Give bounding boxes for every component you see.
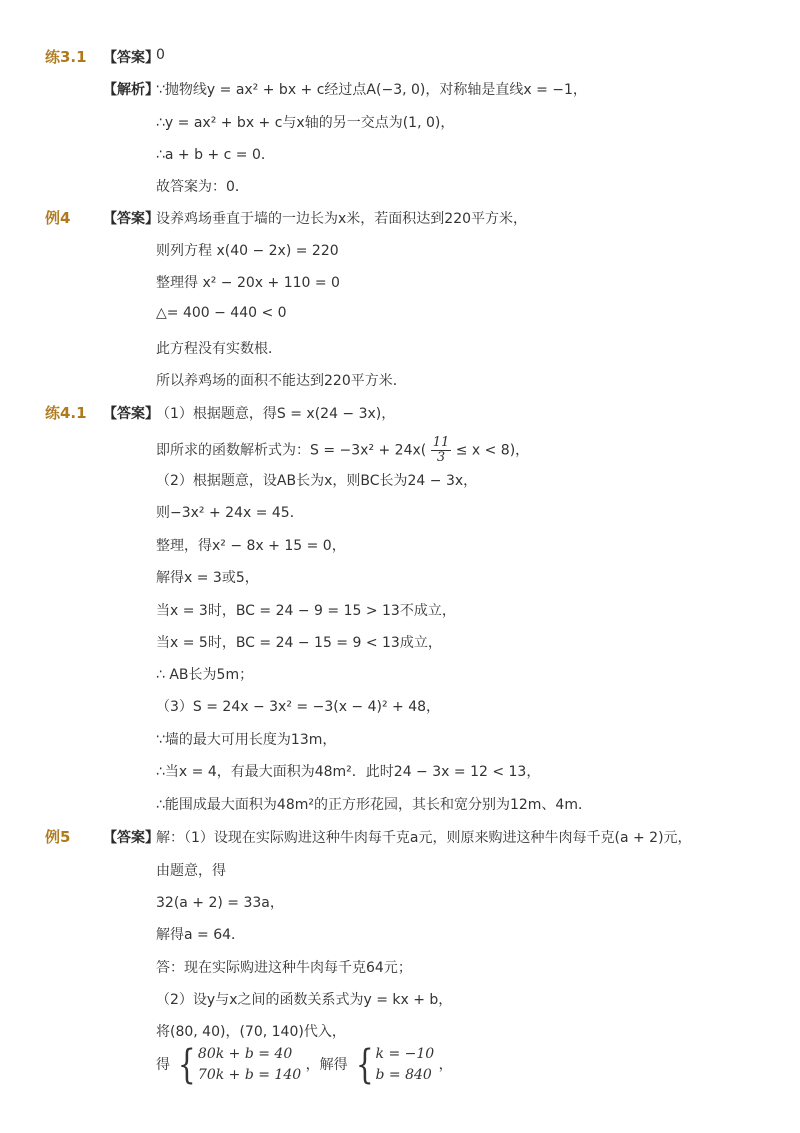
exercise-tag: 练4.1 bbox=[45, 404, 87, 422]
answer-line: 设养鸡场垂直于墙的一边长为x米，若面积达到220平方米， bbox=[156, 211, 528, 227]
answer-line: 则列方程 x(40 − 2x) = 220 bbox=[156, 243, 339, 259]
exercise-tag: 练3.1 bbox=[45, 48, 87, 66]
left-brace-icon: { bbox=[355, 1042, 374, 1088]
answer-label: 【答案】 bbox=[103, 406, 159, 422]
equation-row: 70k + b = 140 bbox=[197, 1067, 302, 1083]
answer-line: 整理得 x² − 20x + 110 = 0 bbox=[156, 275, 340, 291]
fraction-denominator: 3 bbox=[436, 450, 446, 465]
solution-row: k = −10 bbox=[375, 1046, 435, 1062]
answer-line: 解得a = 64． bbox=[156, 927, 246, 943]
system-suffix: ， bbox=[438, 1057, 453, 1073]
answer-line: ∴当x = 4，有最大面积为48m²．此时24 − 3x = 12 < 13， bbox=[156, 764, 541, 780]
answer-line: △= 400 − 440 < 0 bbox=[156, 305, 287, 321]
analysis-line: ∴a + b + c = 0． bbox=[156, 147, 275, 163]
answer-line: 由题意，得 bbox=[156, 863, 226, 879]
answer-line-with-fraction bbox=[156, 436, 529, 465]
answer-value: 0 bbox=[156, 47, 165, 63]
analysis-line: ∴y = ax² + bx + c与x轴的另一交点为(1, 0)， bbox=[156, 115, 455, 131]
answer-line: 解：（1）设现在实际购进这种牛肉每千克a元，则原来购进这种牛肉每千克(a + 2)元， bbox=[156, 830, 692, 846]
solution-system bbox=[352, 1044, 434, 1086]
system-middle-text: ，解得 bbox=[305, 1057, 348, 1073]
answer-line: （1）根据题意，得S = x(24 − 3x)， bbox=[156, 406, 396, 422]
answer-line: ∴ AB长为5m； bbox=[156, 667, 254, 683]
example-tag: 例5 bbox=[45, 828, 71, 846]
answer-line: （2）设y与x之间的函数关系式为y = kx + b， bbox=[156, 992, 453, 1008]
answer-line: 此方程没有实数根． bbox=[156, 341, 282, 357]
answer-line: 即所求的函数解析式为：S = −3x² + 24x( bbox=[156, 442, 427, 459]
answer-label: 【答案】 bbox=[103, 211, 159, 227]
answer-line: 当x = 5时，BC = 24 − 15 = 9 < 13成立， bbox=[156, 635, 442, 651]
solution-row: b = 840 bbox=[375, 1067, 432, 1083]
system-prefix: 得 bbox=[156, 1057, 170, 1073]
equation-row: 80k + b = 40 bbox=[197, 1046, 293, 1062]
answer-line: 当x = 3时，BC = 24 − 9 = 15 > 13不成立， bbox=[156, 603, 456, 619]
fraction-tail: ≤ x < 8)， bbox=[455, 442, 530, 459]
answer-line: 所以养鸡场的面积不能达到220平方米． bbox=[156, 373, 407, 389]
answer-line: 解得x = 3或5， bbox=[156, 570, 259, 586]
equation-system bbox=[174, 1044, 301, 1086]
answer-line: （2）根据题意，设AB长为x，则BC长为24 − 3x， bbox=[156, 473, 478, 489]
example-tag: 例4 bbox=[45, 209, 71, 227]
answer-line: ∵墙的最大可用长度为13m， bbox=[156, 732, 337, 748]
analysis-line: ∵抛物线y = ax² + bx + c经过点A(−3, 0)，对称轴是直线x = −1， bbox=[156, 82, 587, 98]
answer-line: （3）S = 24x − 3x² = −3(x − 4)² + 48， bbox=[156, 699, 441, 715]
answer-line: 将(80, 40)，(70, 140)代入， bbox=[156, 1024, 346, 1040]
analysis-label: 【解析】 bbox=[103, 82, 159, 98]
fraction bbox=[431, 436, 452, 465]
left-brace-icon: { bbox=[178, 1042, 197, 1088]
answer-line: 答：现在实际购进这种牛肉每千克64元； bbox=[156, 960, 412, 976]
answer-line: 整理，得x² − 8x + 15 = 0， bbox=[156, 538, 346, 554]
answer-line: 32(a + 2) = 33a， bbox=[156, 895, 284, 911]
equation-system-line bbox=[156, 1044, 453, 1086]
answer-label: 【答案】 bbox=[103, 50, 159, 66]
fraction-numerator: 11 bbox=[432, 435, 450, 450]
analysis-line: 故答案为：0． bbox=[156, 179, 249, 195]
answer-line: 则−3x² + 24x = 45． bbox=[156, 505, 304, 521]
answer-line: ∴能围成最大面积为48m²的正方形花园，其长和宽分别为12m、4m． bbox=[156, 797, 592, 813]
answer-label: 【答案】 bbox=[103, 830, 159, 846]
